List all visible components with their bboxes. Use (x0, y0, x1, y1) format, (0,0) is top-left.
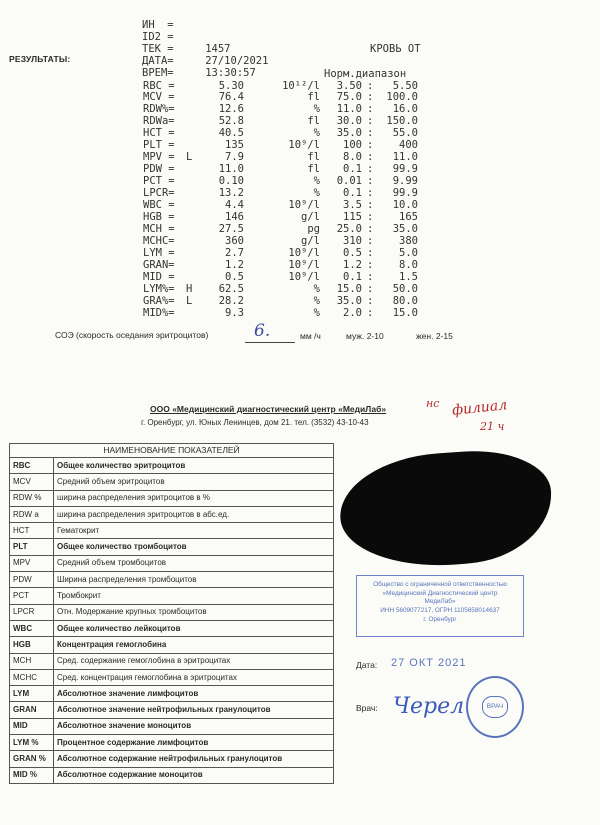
legend-desc: Гематокрит (54, 523, 334, 539)
legend-row (10, 604, 334, 620)
esr-value: 6. (254, 321, 271, 341)
param-range-low: 100 (343, 139, 362, 152)
param-range-high: 16.0 (392, 103, 418, 116)
legend-abbr: WBC (10, 620, 54, 636)
param-range-high: 150.0 (386, 115, 418, 128)
esr-male-range: муж. 2-10 (346, 331, 384, 341)
param-flag (186, 307, 198, 319)
param-name: PLT = (143, 139, 175, 152)
param-unit: % (313, 187, 320, 200)
legend-desc: Абсолютное содержание моноцитов (54, 767, 334, 783)
param-value: 360 (225, 234, 244, 247)
param-unit: % (313, 175, 320, 188)
legend-desc: Абсолютное содержание нейтрофильных гранулоцитов (54, 751, 334, 767)
param-name: PCT = (143, 175, 175, 188)
stamp-line-2: «Медицинский Диагностический центр (382, 589, 498, 597)
param-range-low: 0.1 (343, 163, 362, 176)
param-value: 135 (225, 139, 244, 152)
organization-stamp (356, 575, 524, 637)
param-range-low: 75.0 (336, 91, 362, 104)
param-flag (186, 175, 198, 187)
param-name: PDW = (143, 163, 175, 176)
param-flag (186, 163, 198, 175)
param-range-high: 400 (399, 139, 418, 152)
range-separator: : (367, 270, 374, 283)
param-name: LPCR= (143, 187, 175, 200)
range-separator: : (367, 222, 374, 235)
param-value: 5.30 (218, 79, 244, 92)
param-unit: 10⁹/l (288, 270, 320, 283)
doctor-signature: Черел (393, 694, 465, 719)
param-range-high: 11.0 (392, 151, 418, 164)
legend-desc: Сред. содержание гемоглобина в эритроцитах (54, 653, 334, 669)
range-separator: : (367, 175, 374, 188)
legend-abbr: RDW a (10, 506, 54, 522)
range-separator: : (367, 91, 374, 104)
param-flag (186, 91, 198, 103)
param-value: 62.5 (218, 282, 244, 295)
header-line: ИН = (142, 19, 174, 31)
param-value: 0.10 (218, 175, 244, 188)
legend-header-row (10, 444, 334, 458)
param-unit: 10⁹/l (288, 139, 320, 152)
legend-row (10, 458, 334, 474)
param-unit: % (313, 306, 320, 319)
param-flag (186, 271, 198, 283)
param-range-high: 9.99 (392, 175, 418, 188)
legend-abbr: MPV (10, 555, 54, 571)
param-unit: g/l (301, 210, 320, 223)
legend-abbr: LPCR (10, 604, 54, 620)
range-separator: : (367, 210, 374, 223)
param-name: LYM = (143, 246, 175, 259)
date-stamp: 27 ОКТ 2021 (391, 657, 467, 669)
param-unit: g/l (301, 234, 320, 247)
param-unit: fl (307, 163, 320, 176)
legend-row (10, 637, 334, 653)
param-value: 40.5 (218, 127, 244, 140)
param-range-low: 30.0 (336, 115, 362, 128)
param-unit: % (313, 282, 320, 295)
range-separator: : (367, 187, 374, 200)
param-range-low: 1.2 (343, 258, 362, 271)
param-value: 146 (225, 210, 244, 223)
range-separator: : (367, 151, 374, 164)
doctor-label: Врач: (356, 703, 378, 713)
param-range-high: 1.5 (399, 270, 418, 283)
range-separator: : (367, 127, 374, 140)
esr-underline (245, 342, 295, 343)
param-name: LYM%= (143, 282, 175, 295)
param-name: GRA%= (143, 294, 175, 307)
legend-row (10, 588, 334, 604)
redaction-blot (336, 446, 555, 573)
legend-row (10, 555, 334, 571)
legend-desc: Средний объем эритроцитов (54, 474, 334, 490)
results-label: РЕЗУЛЬТАТЫ: (9, 54, 71, 64)
reference-range-title: Норм.диапазон (324, 68, 407, 80)
esr-unit: мм /ч (300, 331, 321, 341)
range-separator: : (367, 139, 374, 152)
param-unit: 10⁹/l (288, 258, 320, 271)
stamp-line-5: г. Оренбург (423, 615, 457, 623)
param-unit: 10⁹/l (288, 199, 320, 211)
param-value: 13.2 (218, 187, 244, 200)
param-name: MCH = (143, 222, 175, 235)
param-flag (186, 199, 198, 211)
param-unit: fl (307, 91, 320, 104)
legend-desc: Отн. Модержание крупных тромбоцитов (54, 604, 334, 620)
legend-desc: Абсолютное значение моноцитов (54, 718, 334, 734)
header-line: ТЕК = 1457 (142, 43, 231, 56)
header-line: ID2 = (142, 31, 174, 44)
stamp-line-4: ИНН 5609077217, ОГРН 1105658014637 (380, 606, 500, 614)
legend-desc: Сред. концентрация гемоглобина в эритроцитах (54, 669, 334, 685)
legend-row (10, 751, 334, 767)
range-separator: : (367, 246, 374, 259)
param-name: MCV = (143, 91, 175, 104)
param-name: RBC = (143, 79, 175, 92)
legend-abbr: HCT (10, 523, 54, 539)
legend-desc: Процентное содержание лимфоцитов (54, 735, 334, 751)
range-separator: : (367, 306, 374, 319)
param-flag: H (186, 282, 193, 295)
param-value: 11.0 (218, 163, 244, 176)
param-range-low: 3.50 (336, 79, 362, 92)
param-name: HGB = (143, 210, 175, 223)
legend-row (10, 735, 334, 751)
param-unit: fl (307, 151, 320, 164)
range-separator: : (367, 258, 374, 271)
param-range-low: 25.0 (336, 222, 362, 235)
param-range-high: 100.0 (386, 91, 418, 104)
param-range-high: 8.0 (399, 258, 418, 271)
param-range-low: 0.01 (336, 175, 362, 188)
param-flag (186, 187, 198, 199)
legend-row (10, 572, 334, 588)
param-flag (186, 80, 198, 92)
range-separator: : (367, 199, 374, 211)
legend-abbr: PLT (10, 539, 54, 555)
legend-abbr: GRAN (10, 702, 54, 718)
param-range-high: 35.0 (392, 222, 418, 235)
param-range-low: 0.1 (343, 187, 362, 200)
legend-desc: Тромбокрит (54, 588, 334, 604)
param-flag (186, 115, 198, 127)
param-flag (186, 235, 198, 247)
legend-row (10, 767, 334, 783)
header-line: ВРЕМ= 13:30:57 (142, 67, 256, 80)
legend-abbr: MID % (10, 767, 54, 783)
param-range-low: 0.5 (343, 246, 362, 259)
param-range-high: 99.9 (392, 163, 418, 176)
range-separator: : (367, 282, 374, 295)
param-value: 12.6 (218, 103, 244, 116)
param-name: RDWa= (143, 115, 175, 128)
org-address: г. Оренбург, ул. Юных Ленинцев, дом 21. тел. (3532) 43-10-43 (141, 418, 369, 427)
param-unit: fl (307, 115, 320, 128)
param-range-high: 80.0 (392, 294, 418, 307)
legend-desc: Концентрация гемоглобина (54, 637, 334, 653)
param-range-high: 165 (399, 210, 418, 223)
range-separator: : (367, 115, 374, 128)
legend-abbr: MCV (10, 474, 54, 490)
param-name: MPV = (143, 151, 175, 164)
param-range-low: 11.0 (336, 103, 362, 116)
legend-table (9, 443, 334, 784)
legend-abbr: HGB (10, 637, 54, 653)
param-range-high: 5.0 (399, 246, 418, 259)
param-name: MCHC= (143, 234, 175, 247)
legend-abbr: RDW % (10, 490, 54, 506)
param-name: RDW%= (143, 103, 175, 116)
legend-desc: Абсолютное значение лимфоцитов (54, 686, 334, 702)
esr-female-range: жен. 2-15 (416, 331, 453, 341)
param-range-low: 3.5 (343, 199, 362, 211)
legend-row (10, 702, 334, 718)
range-separator: : (367, 79, 374, 92)
param-name: GRAN= (143, 258, 175, 271)
param-unit: 10¹²/l (282, 79, 320, 92)
param-range-high: 15.0 (392, 306, 418, 319)
param-value: 9.3 (225, 306, 244, 319)
legend-desc: Общее количество тромбоцитов (54, 539, 334, 555)
legend-desc: Абсолютное значение нейтрофильных гранулоцитов (54, 702, 334, 718)
param-flag (186, 211, 198, 223)
param-range-high: 50.0 (392, 282, 418, 295)
legend-desc: Ширина распределения тромбоцитов (54, 572, 334, 588)
param-range-low: 310 (343, 234, 362, 247)
legend-title: НАИМЕНОВАНИЕ ПОКАЗАТЕЛЕЙ (10, 444, 334, 458)
param-flag (186, 259, 198, 271)
param-range-low: 115 (343, 210, 362, 223)
legend-abbr: GRAN % (10, 751, 54, 767)
param-value: 2.7 (225, 246, 244, 259)
param-flag (186, 223, 198, 235)
legend-row (10, 474, 334, 490)
param-flag: L (186, 294, 193, 307)
legend-abbr: MCHC (10, 669, 54, 685)
org-name: ООО «Медицинский диагностический центр «МедиЛаб» (150, 404, 387, 414)
param-name: MID%= (143, 306, 175, 319)
handwritten-note-word: филиал (451, 397, 508, 419)
legend-row (10, 718, 334, 734)
legend-row (10, 653, 334, 669)
param-range-high: 55.0 (392, 127, 418, 140)
blood-title: КРОВЬ ОТ (370, 43, 421, 55)
param-range-high: 99.9 (392, 187, 418, 200)
param-range-high: 5.50 (392, 79, 418, 92)
legend-abbr: MCH (10, 653, 54, 669)
range-separator: : (367, 163, 374, 176)
legend-abbr: PCT (10, 588, 54, 604)
param-unit: 10⁹/l (288, 246, 320, 259)
param-value: 28.2 (218, 294, 244, 307)
legend-abbr: MID (10, 718, 54, 734)
legend-desc: Общее количество лейкоцитов (54, 620, 334, 636)
param-value: 4.4 (225, 199, 244, 211)
param-flag (186, 139, 198, 151)
legend-desc: Средний объем тромбоцитов (54, 555, 334, 571)
range-separator: : (367, 294, 374, 307)
param-value: 52.8 (218, 115, 244, 128)
esr-label: СОЭ (скорость оседания эритроцитов) (55, 330, 209, 340)
param-range-high: 380 (399, 234, 418, 247)
doctor-round-stamp (466, 676, 524, 738)
legend-abbr: LYM % (10, 735, 54, 751)
param-range-low: 15.0 (336, 282, 362, 295)
param-value: 27.5 (218, 222, 244, 235)
legend-row (10, 620, 334, 636)
param-range-high: 10.0 (392, 199, 418, 211)
param-flag (186, 127, 198, 139)
legend-row (10, 490, 334, 506)
range-separator: : (367, 234, 374, 247)
date-label: Дата: (356, 660, 378, 670)
param-unit: % (313, 103, 320, 116)
param-name: WBC = (143, 199, 175, 211)
header-line: ДАТА= 27/10/2021 (142, 55, 269, 68)
stamp-line-3: МедиЛаб» (424, 598, 456, 606)
param-unit: % (313, 294, 320, 307)
param-name: MID = (143, 270, 175, 283)
legend-desc: ширина распределения эритроцитов в % (54, 490, 334, 506)
param-unit: % (313, 127, 320, 140)
param-range-low: 0.1 (343, 270, 362, 283)
legend-abbr: RBC (10, 458, 54, 474)
legend-abbr: LYM (10, 686, 54, 702)
param-value: 7.9 (225, 151, 244, 164)
param-value: 1.2 (225, 258, 244, 271)
handwritten-note-number: 21 ч (480, 420, 505, 433)
legend-desc: ширина распределения эритроцитов в абс.ед. (54, 506, 334, 522)
stamp-line-1: Общество с ограниченной ответственностью (373, 581, 507, 588)
param-name: HCT = (143, 127, 175, 140)
legend-row (10, 506, 334, 522)
legend-row (10, 539, 334, 555)
param-range-low: 35.0 (336, 294, 362, 307)
legend-abbr: PDW (10, 572, 54, 588)
param-flag: L (186, 151, 193, 164)
legend-row (10, 686, 334, 702)
param-range-low: 8.0 (343, 151, 362, 164)
param-flag (186, 247, 198, 259)
round-stamp-center: ВРАЧ (482, 696, 508, 718)
param-flag (186, 103, 198, 115)
range-separator: : (367, 103, 374, 116)
legend-row (10, 669, 334, 685)
param-range-low: 35.0 (336, 127, 362, 140)
handwritten-note-short: нс (426, 397, 440, 410)
param-unit: pg (307, 222, 320, 235)
legend-desc: Общее количество эритроцитов (54, 458, 334, 474)
param-value: 0.5 (225, 270, 244, 283)
param-value: 76.4 (218, 91, 244, 104)
legend-row (10, 523, 334, 539)
param-range-low: 2.0 (343, 306, 362, 319)
